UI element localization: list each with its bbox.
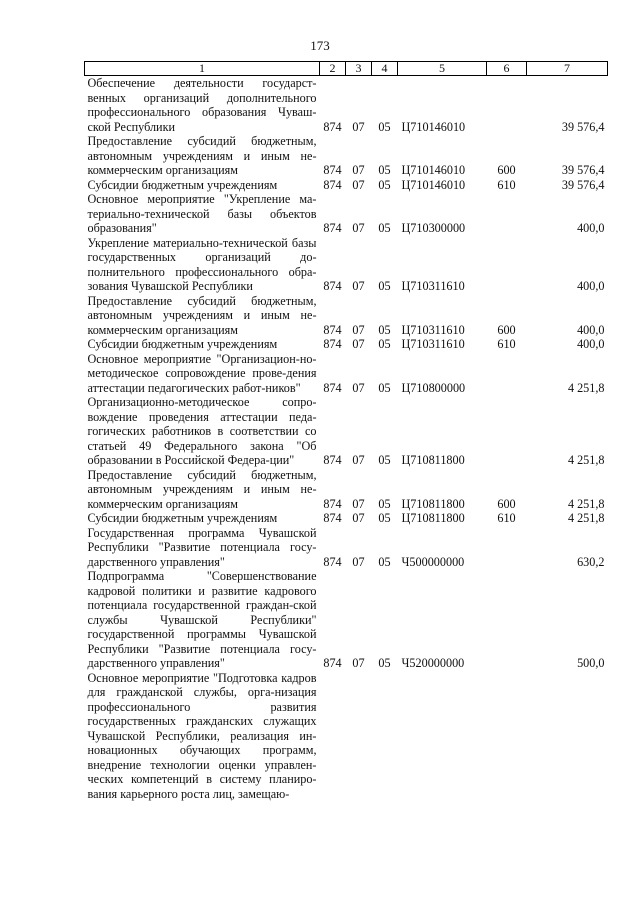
cell-target-code: Ц710146010 <box>401 163 466 177</box>
cell-section: 07 <box>352 221 365 235</box>
cell-amount: 39 576,4 <box>561 119 605 134</box>
cell-grbs: 874 <box>323 279 342 293</box>
cell-subsection: 05 <box>378 380 391 395</box>
cell-expense-type <box>487 192 527 236</box>
page-number: 173 <box>310 38 330 53</box>
cell-amount: 500,0 <box>577 656 605 670</box>
cell-amount: 630,2 <box>577 554 605 569</box>
table-row <box>85 511 608 526</box>
cell-section: 07 <box>352 163 365 177</box>
cell-target-code: Ц710811800 <box>401 511 465 525</box>
cell-target-code: Ц710311610 <box>401 322 465 337</box>
cell-expense-type <box>487 569 527 671</box>
cell-subsection: 05 <box>378 221 391 235</box>
table-row <box>85 134 608 178</box>
table-row <box>85 76 608 135</box>
cell-subsection: 05 <box>378 337 391 351</box>
header-col-5: 5 <box>398 62 487 76</box>
cell-name: Субсидии бюджетным учреждениям <box>87 177 278 192</box>
cell-section: 07 <box>352 453 365 467</box>
cell-subsection: 05 <box>378 511 391 525</box>
header-col-6: 6 <box>487 62 527 76</box>
cell-target-code: Ц710146010 <box>401 177 466 192</box>
table-row <box>85 178 608 193</box>
cell-expense-type <box>487 76 527 135</box>
cell-name: Субсидии бюджетным учреждениям <box>87 337 278 351</box>
cell-amount: 400,0 <box>577 221 605 235</box>
table-row <box>85 395 608 468</box>
cell-name: Предоставление субсидий бюджетным, автономным учреждениям и иным не-коммерческим организациям <box>87 293 317 337</box>
cell-amount: 4 251,8 <box>567 380 605 395</box>
cell-target-code: Ч520000000 <box>401 656 465 670</box>
cell-grbs: 874 <box>323 177 342 192</box>
cell-grbs: 874 <box>323 554 342 569</box>
cell-subsection: 05 <box>378 163 391 177</box>
cell-section: 07 <box>352 511 365 525</box>
cell-grbs: 874 <box>323 496 342 511</box>
cell-grbs: 874 <box>323 221 342 235</box>
table-row <box>85 569 608 671</box>
cell-subsection: 05 <box>378 496 391 511</box>
header-col-2: 2 <box>320 62 346 76</box>
cell-section <box>346 671 372 802</box>
cell-amount: 39 576,4 <box>561 163 605 177</box>
cell-name: Укрепление материально-технической базы государственных организаций до-полнительного профессионального обра-зования Чувашской Республики <box>87 235 317 293</box>
cell-expense-type: 600 <box>497 496 516 511</box>
cell-target-code: Ч500000000 <box>401 554 465 569</box>
cell-target-code: Ц710811800 <box>401 496 465 511</box>
cell-name: Предоставление субсидий бюджетным, автономным учреждениям и иным не-коммерческим организациям <box>87 467 317 511</box>
cell-expense-type: 600 <box>497 163 516 177</box>
table-row <box>85 352 608 396</box>
cell-expense-type: 610 <box>497 177 516 192</box>
cell-subsection: 05 <box>378 554 391 569</box>
cell-amount: 400,0 <box>577 322 605 337</box>
cell-subsection: 05 <box>378 177 391 192</box>
header-col-4: 4 <box>372 62 398 76</box>
cell-expense-type <box>487 526 527 570</box>
cell-target-code: Ц710311610 <box>401 279 465 293</box>
cell-grbs: 874 <box>323 119 342 134</box>
cell-section: 07 <box>352 496 365 511</box>
cell-amount <box>527 671 608 802</box>
table-row <box>85 337 608 352</box>
header-col-3: 3 <box>346 62 372 76</box>
cell-section: 07 <box>352 279 365 293</box>
cell-amount: 4 251,8 <box>567 496 605 511</box>
table-row <box>85 671 608 802</box>
cell-name: Основное мероприятие "Организацион-но-методическое сопровождение прове-дения аттестации педагогических работ-ников" <box>87 351 317 395</box>
cell-grbs: 874 <box>323 453 342 467</box>
budget-table <box>84 61 608 801</box>
table-row <box>85 294 608 338</box>
cell-grbs <box>320 671 346 802</box>
cell-target-code: Ц710811800 <box>401 453 465 467</box>
cell-grbs: 874 <box>323 337 342 351</box>
header-col-1: 1 <box>85 62 320 76</box>
cell-section: 07 <box>352 119 365 134</box>
cell-name: Организационно-методическое сопро-вождение проведения аттестации педа-гогических работников в соответствии со статьей 49 Федерального закона "Об образовании в Российской Федера-ции" <box>87 395 317 467</box>
cell-grbs: 874 <box>323 511 342 525</box>
table-row <box>85 236 608 294</box>
cell-expense-type <box>487 671 527 802</box>
cell-section: 07 <box>352 177 365 192</box>
cell-amount: 39 576,4 <box>561 177 605 192</box>
cell-target-code: Ц710146010 <box>401 119 466 134</box>
cell-section: 07 <box>352 380 365 395</box>
cell-grbs: 874 <box>323 163 342 177</box>
cell-target-code: Ц710311610 <box>401 337 465 351</box>
cell-amount: 4 251,8 <box>567 453 605 467</box>
cell-amount: 400,0 <box>577 337 605 351</box>
cell-name: Государственная программа Чувашской Республики "Развитие потенциала госу-дарственного управления" <box>87 525 317 569</box>
cell-name: Предоставление субсидий бюджетным, автономным учреждениям и иным не-коммерческим организациям <box>87 134 317 177</box>
cell-subsection: 05 <box>378 322 391 337</box>
cell-grbs: 874 <box>323 380 342 395</box>
cell-section: 07 <box>352 322 365 337</box>
header-col-7: 7 <box>527 62 608 76</box>
cell-section: 07 <box>352 554 365 569</box>
cell-section: 07 <box>352 337 365 351</box>
cell-amount: 4 251,8 <box>567 511 605 525</box>
cell-subsection: 05 <box>378 279 391 293</box>
cell-subsection <box>372 671 398 802</box>
cell-expense-type: 610 <box>497 511 516 525</box>
header-row <box>85 62 608 76</box>
cell-target-code: Ц710300000 <box>401 221 466 235</box>
cell-expense-type: 600 <box>497 322 516 337</box>
cell-name: Обеспечение деятельности государст-венных организаций дополнительного профессионального образования Чуваш-ской Республики <box>87 76 317 134</box>
cell-target-code: Ц710800000 <box>401 380 466 395</box>
cell-grbs: 874 <box>323 322 342 337</box>
table-row <box>85 468 608 512</box>
cell-name: Субсидии бюджетным учреждениям <box>87 511 278 525</box>
cell-expense-type <box>487 395 527 468</box>
cell-expense-type <box>487 236 527 294</box>
cell-amount: 400,0 <box>577 279 605 293</box>
cell-expense-type: 610 <box>497 337 516 351</box>
cell-section: 07 <box>352 656 365 670</box>
cell-expense-type <box>487 352 527 396</box>
cell-target-code <box>398 671 487 802</box>
cell-subsection: 05 <box>378 656 391 670</box>
cell-grbs: 874 <box>323 656 342 670</box>
table-row <box>85 192 608 236</box>
cell-subsection: 05 <box>378 453 391 467</box>
cell-subsection: 05 <box>378 119 391 134</box>
table-row <box>85 526 608 570</box>
cell-name: Основное мероприятие "Укрепление ма-териально-технической базы объектов образования" <box>87 192 317 235</box>
cell-name: Подпрограмма "Совершенствование кадровой политики и развитие кадрового потенциала государственной граждан-ской службы Чувашской Республики" государственной программы Чувашской Республики "Развитие потенциала госу-дарственного управления" <box>87 569 317 670</box>
cell-name: Основное мероприятие "Подготовка кадров для гражданской службы, орга-низация профессионального развития государственных гражданских служащих Чувашской Республики, реализация ин-новационных обучающих программ, внедрение технологии оценки управлен-ческих компетенций в систему планиро-вания карьерного роста лиц, замещаю- <box>87 670 317 801</box>
